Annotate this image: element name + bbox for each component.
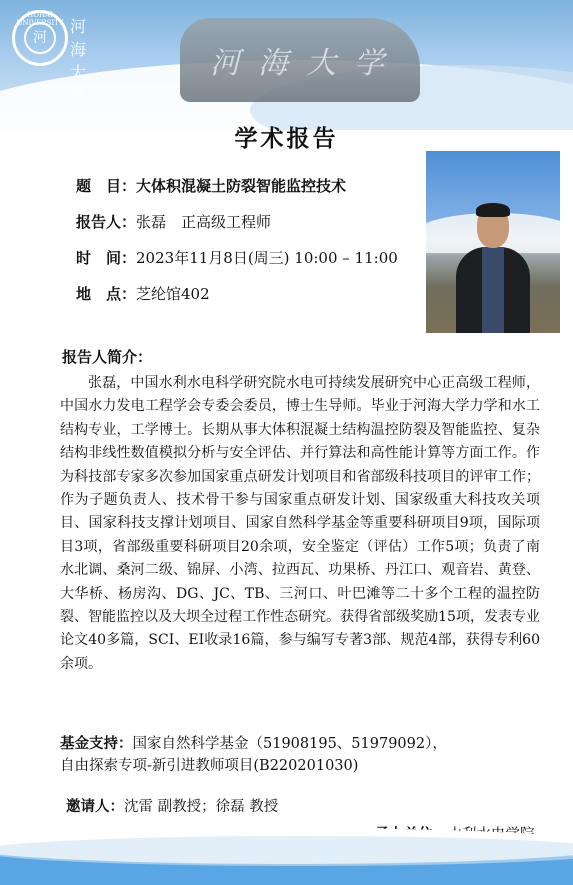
logo-emblem: 河: [24, 22, 56, 54]
topic-label: 题 目：: [76, 177, 137, 195]
place-value: 芝纶馆402: [136, 285, 210, 303]
place-label: 地 点：: [76, 285, 137, 303]
photo-person-shirt: [482, 247, 504, 333]
university-logo: [12, 10, 68, 66]
speaker-label: 报告人：: [76, 213, 137, 231]
inviter-info: [66, 795, 278, 816]
bio-heading: 报告人简介：: [62, 348, 153, 366]
inviter-label: 邀请人：: [66, 798, 124, 815]
place-row: [76, 284, 210, 304]
header-banner: [0, 0, 573, 130]
footer-band: [0, 850, 573, 885]
logo-ring-text: HOHAI UNIVERSITY: [16, 11, 64, 27]
logo-wordmark: 河海大學: [70, 17, 87, 105]
speaker-bio: 张磊，中国水利水电科学研究院水电可持续发展研究中心正高级工程师，中国水力发电工程学会专委会委员，博士生导师。毕业于河海大学力学和水工结构专业，工学博士。长期从事大体积混凝土结构温控防裂及智能监控、复杂结构非线性数值模拟分析与安全评估、并行算法和高性能计算等方面工作。作为科技部专家多次参加国家重点研发计划项目和省部级科技项目的评审工作；作为子题负责人、技术骨干参与国家重点研发计划、国家级重大科技攻关项目、国家科技支撑计划项目、国家自然科学基金等重要科研项目9项，国际项目3项，省部级重要科研项目20余项，安全鉴定（评估）工作5项；负责了南水北调、桑河二级、锦屏、小湾、拉西瓦、功果桥、丹江口、观音岩、黄登、大华桥、杨房沟、DG、JC、TB、三河口、叶巴滩等二十多个工程的温控防裂、智能监控以及大坝全过程工作性态研究。获得省部级奖励15项，发表专业论文40多篇，SCI、EI收录16篇，参与编写专著3部、规范4部，获得专利60余项。: [60, 375, 540, 672]
footer-wave-accent: [0, 836, 573, 866]
stone-inscription: 河海大学: [210, 46, 402, 81]
speaker-value: 张磊 正高级工程师: [136, 213, 272, 231]
funding-line-1: 国家自然科学基金（51908195、51979092），: [132, 736, 447, 752]
topic-value: 大体积混凝土防裂智能监控技术: [136, 177, 347, 195]
time-row: [76, 248, 398, 268]
funding-label: 基金支持：: [60, 735, 133, 752]
photo-person-hair: [476, 203, 510, 217]
time-value: 2023年11月8日(周三) 10:00 – 11:00: [136, 249, 398, 267]
page-title: 学术报告: [234, 125, 339, 152]
speaker-row: [76, 212, 271, 232]
inviter-value: 沈雷 副教授；徐磊 教授: [124, 799, 279, 815]
funding-line-2: 自由探索专项-新引进教师项目(B220201030): [60, 758, 359, 774]
speaker-photo: [426, 151, 560, 333]
funding-info: [60, 733, 447, 777]
time-label: 时 间：: [76, 249, 137, 267]
topic-row: [76, 176, 346, 196]
